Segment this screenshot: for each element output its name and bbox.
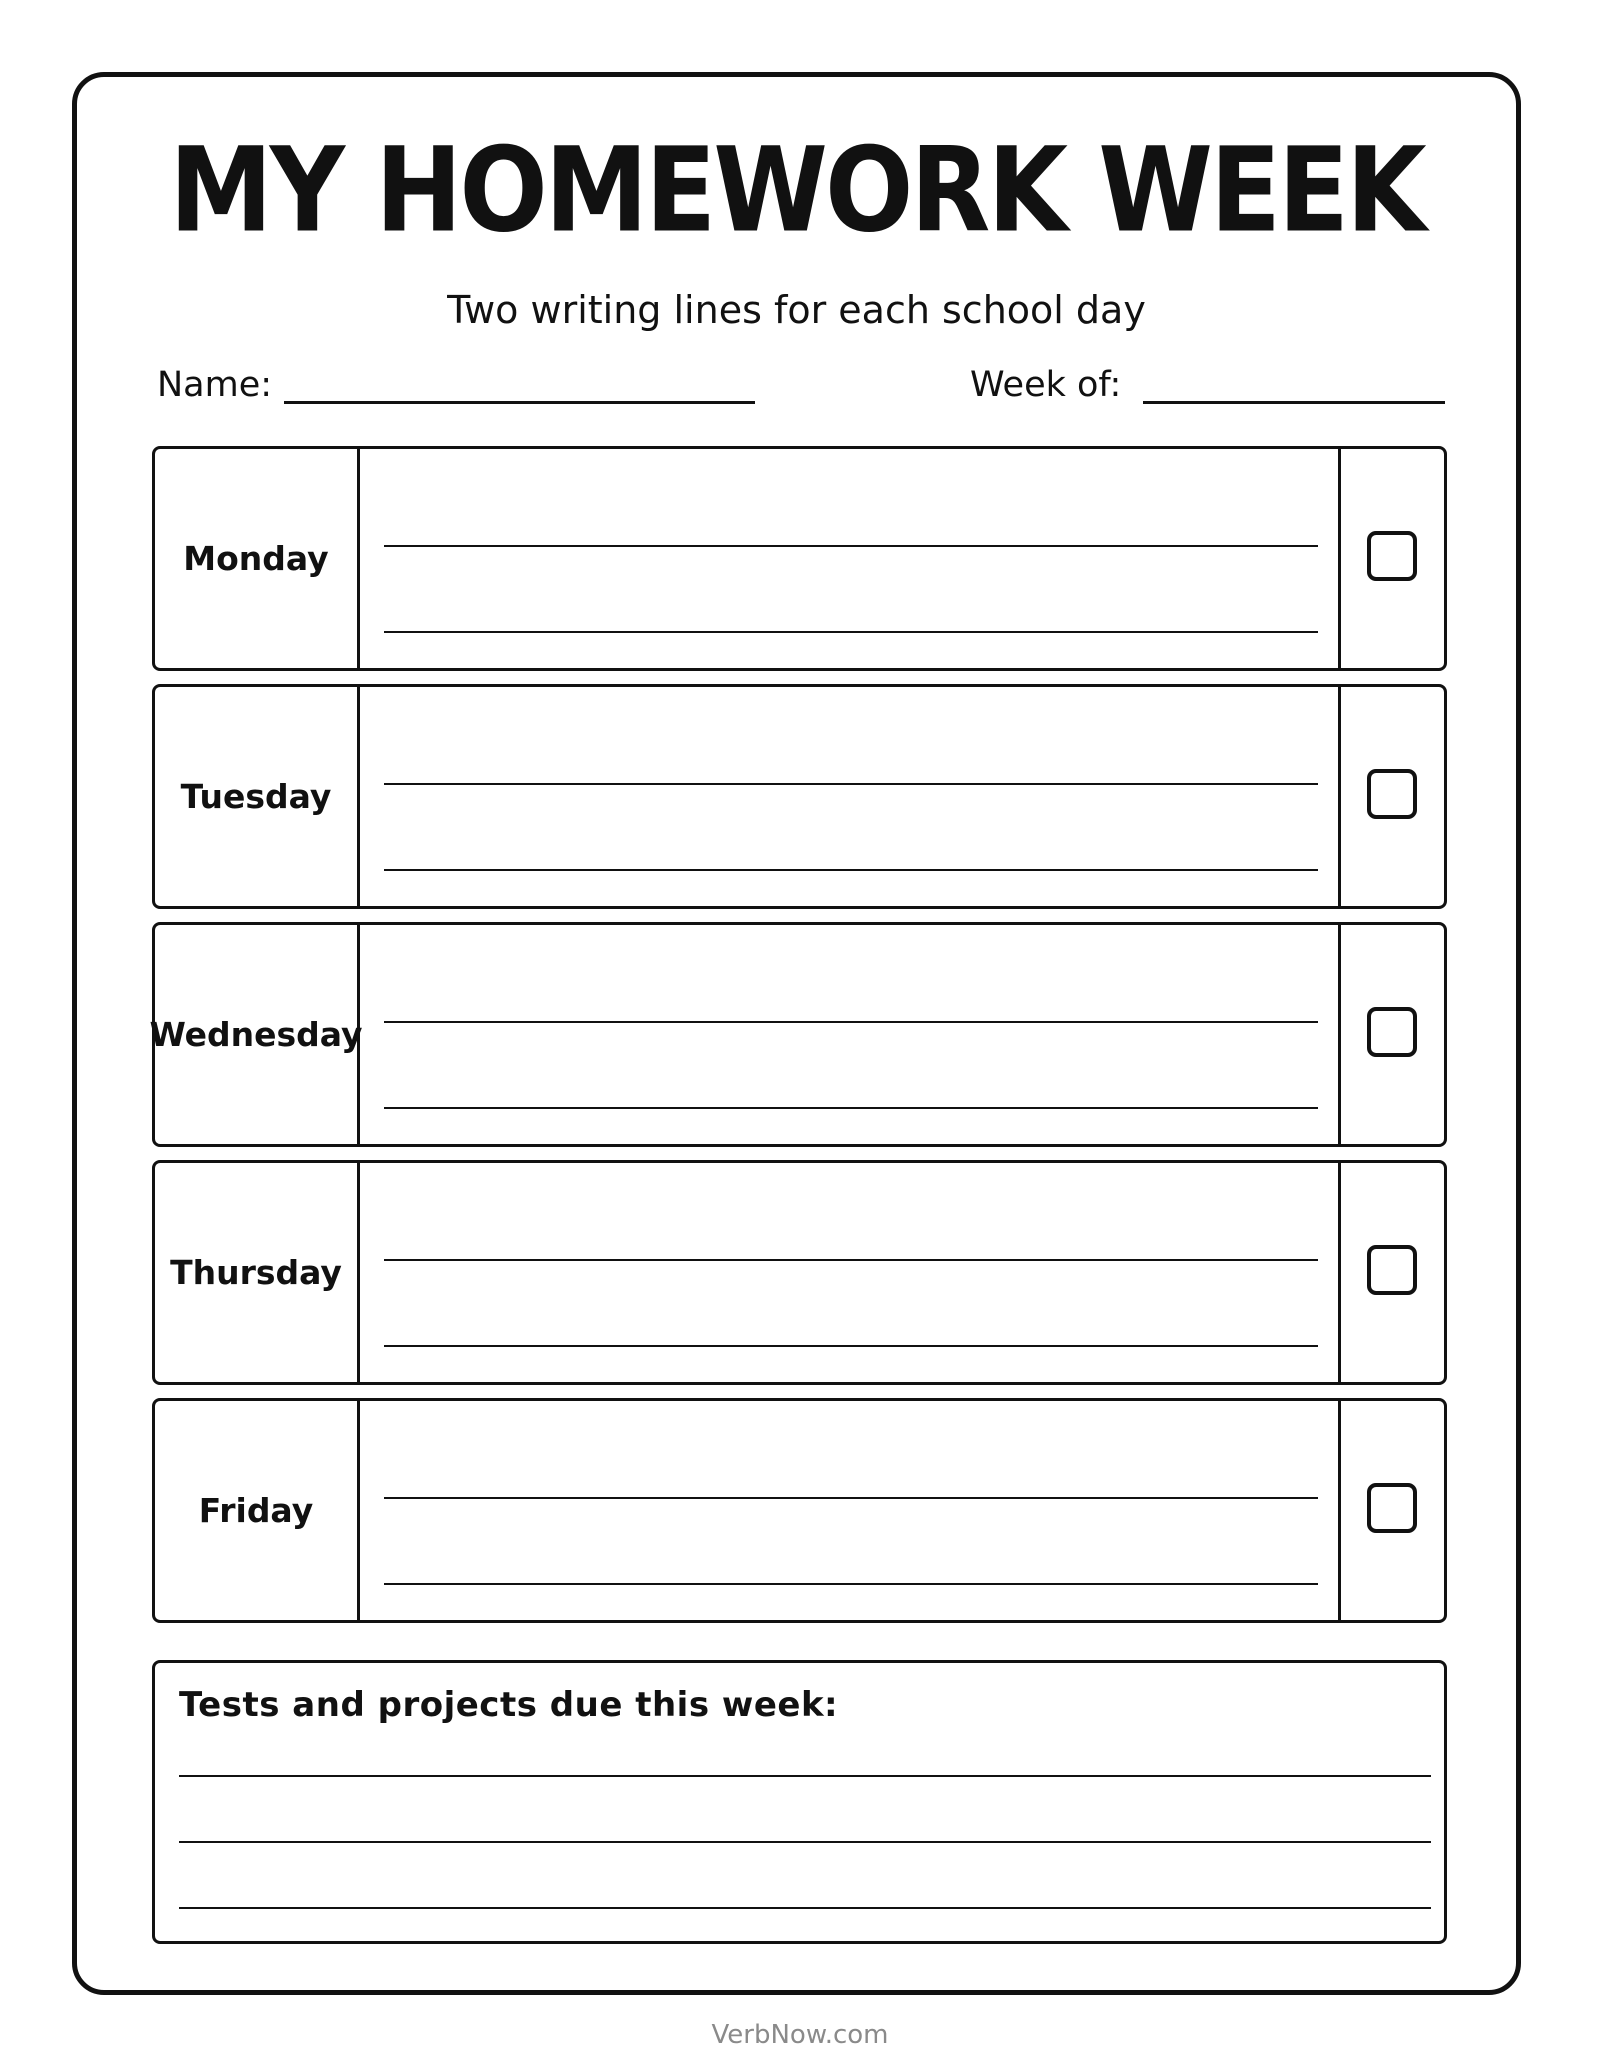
writing-line-2[interactable] — [384, 1583, 1318, 1585]
name-label: Name: — [157, 365, 273, 405]
week-of-label: Week of: — [970, 365, 1122, 405]
day-label-cell — [155, 1401, 360, 1620]
writing-line-1[interactable] — [384, 545, 1318, 547]
check-cell — [1338, 687, 1444, 906]
writing-line-2[interactable] — [384, 1107, 1318, 1109]
day-row-tuesday — [152, 684, 1447, 909]
day-label-thursday: Thursday — [170, 1253, 342, 1292]
page-title: MY HOMEWORK WEEK — [169, 121, 1424, 259]
page-subtitle: Two writing lines for each school day — [447, 288, 1146, 332]
day-label-cell — [149, 925, 363, 1144]
tests-projects-label: Tests and projects due this week: — [179, 1685, 839, 1725]
checkbox-tuesday[interactable] — [1367, 769, 1417, 819]
writing-line-2[interactable] — [384, 1345, 1318, 1347]
check-cell — [1338, 1163, 1444, 1382]
day-row-wednesday — [149, 922, 1447, 1147]
writing-line-1[interactable] — [384, 1497, 1318, 1499]
check-cell — [1338, 1401, 1444, 1620]
day-label-friday: Friday — [198, 1491, 314, 1530]
writing-line-1[interactable] — [384, 1021, 1318, 1023]
checkbox-monday[interactable] — [1367, 531, 1417, 581]
notes-line-2[interactable] — [179, 1841, 1431, 1843]
checkbox-wednesday[interactable] — [1367, 1007, 1417, 1057]
day-label-cell — [155, 687, 360, 906]
day-label-cell — [155, 449, 360, 668]
writing-line-2[interactable] — [384, 869, 1318, 871]
day-row-thursday — [152, 1160, 1447, 1385]
notes-line-3[interactable] — [179, 1907, 1431, 1909]
day-label-monday: Monday — [183, 539, 329, 578]
writing-line-2[interactable] — [384, 631, 1318, 633]
checkbox-thursday[interactable] — [1367, 1245, 1417, 1295]
writing-line-1[interactable] — [384, 783, 1318, 785]
footer-watermark: VerbNow.com — [711, 2020, 889, 2050]
day-row-friday — [152, 1398, 1447, 1623]
day-label-cell — [155, 1163, 360, 1382]
check-cell — [1338, 925, 1444, 1144]
week-of-line[interactable] — [1143, 401, 1445, 404]
day-row-monday — [152, 446, 1447, 671]
check-cell — [1338, 449, 1444, 668]
name-line[interactable] — [284, 401, 755, 404]
checkbox-friday[interactable] — [1367, 1483, 1417, 1533]
day-label-wednesday: Wednesday — [149, 1015, 363, 1054]
day-label-tuesday: Tuesday — [180, 777, 332, 816]
tests-projects-box — [152, 1660, 1447, 1944]
notes-line-1[interactable] — [179, 1775, 1431, 1777]
writing-line-1[interactable] — [384, 1259, 1318, 1261]
